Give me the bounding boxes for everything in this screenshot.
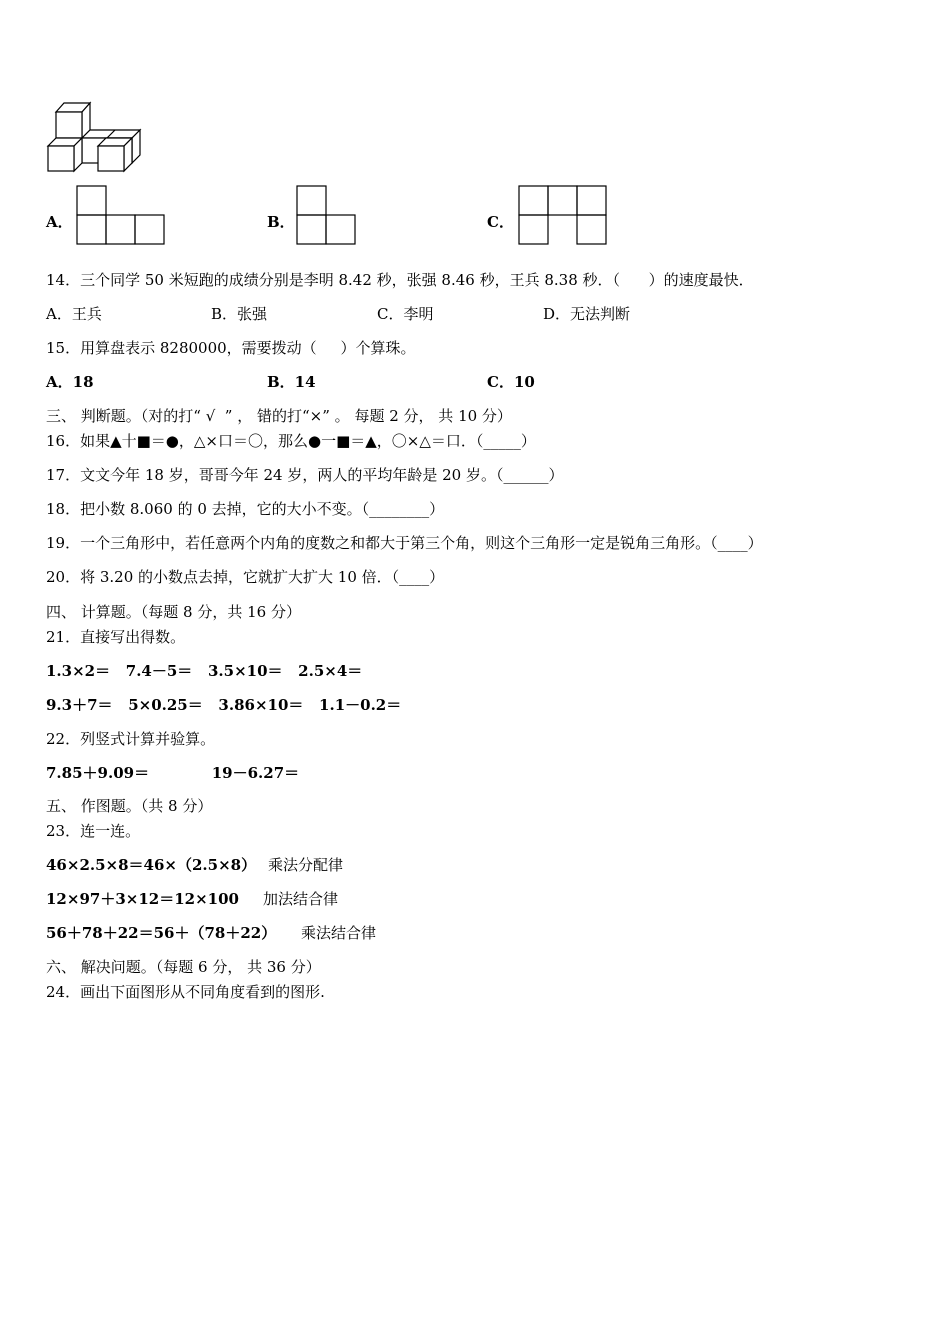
q14-option-c[interactable]: C．李明 xyxy=(377,305,434,323)
q22-line: 7.85＋9.09＝ 19－6.27＝ xyxy=(46,764,300,782)
q23-row2-left: 12×97＋3×12＝12×100 xyxy=(46,890,239,908)
q14-stem: 14．三个同学 50 米短跑的成绩分别是李明 8.42 秒，张强 8.46 秒，王兵 8.38 秒．（ ）的速度最快． xyxy=(46,271,754,289)
q13-option-b-figure xyxy=(296,185,358,247)
q23-row3-right: 乘法结合律 xyxy=(301,924,377,942)
section5-title: 五、 作图题。（共 8 分） xyxy=(46,797,213,815)
q13-option-a-figure xyxy=(76,185,166,247)
section6-title: 六、 解决问题。（每题 6 分， 共 36 分） xyxy=(46,958,321,976)
q16: 16．如果▲十■＝●，△×口＝〇，那么●一■＝▲，〇×△＝口．（_____） xyxy=(46,432,536,450)
q15-option-a[interactable]: A．18 xyxy=(46,373,94,391)
q20: 20．将 3.20 的小数点去掉，它就扩大扩大 10 倍．（____） xyxy=(46,568,445,586)
q17: 17．文文今年 18 岁，哥哥今年 24 岁，两人的平均年龄是 20 岁。（______） xyxy=(46,466,564,484)
q15-stem: 15．用算盘表示 8280000，需要拨动（ ）个算珠。 xyxy=(46,339,416,357)
q18: 18．把小数 8.060 的 0 去掉，它的大小不变。（________） xyxy=(46,500,445,518)
section4-title: 四、 计算题。（每题 8 分，共 16 分） xyxy=(46,603,301,621)
q23-row3-left: 56＋78＋22＝56＋（78＋22） xyxy=(46,924,277,942)
q13-option-a-label[interactable]: A． xyxy=(46,213,73,231)
q23-row1-left: 46×2.5×8＝46×（2.5×8） xyxy=(46,856,257,874)
q19: 19．一个三角形中，若任意两个内角的度数之和都大于第三个角，则这个三角形一定是锐角三角形。（____） xyxy=(46,534,763,552)
q14-option-d[interactable]: D．无法判断 xyxy=(543,305,631,323)
q21-line1: 1.3×2＝ 7.4－5＝ 3.5×10＝ 2.5×4＝ xyxy=(46,662,363,680)
q14-option-b[interactable]: B．张强 xyxy=(211,305,268,323)
q13-option-c-figure xyxy=(518,185,608,247)
q13-option-c-label[interactable]: C． xyxy=(487,213,514,231)
q15-option-b[interactable]: B．14 xyxy=(267,373,316,391)
q14-option-a[interactable]: A．王兵 xyxy=(46,305,102,323)
cube-stack-figure xyxy=(44,100,144,175)
q13-option-b-label[interactable]: B． xyxy=(267,213,295,231)
q15-option-c[interactable]: C．10 xyxy=(487,373,535,391)
section3-title: 三、 判断题。（对的打“ √ ” ， 错的打“×” 。 每题 2 分， 共 10 分） xyxy=(46,407,512,425)
q24-stem: 24．画出下面图形从不同角度看到的图形. xyxy=(46,983,325,1001)
q22-stem: 22．列竖式计算并验算。 xyxy=(46,730,216,748)
q23-stem: 23．连一连。 xyxy=(46,822,141,840)
q21-line2: 9.3＋7＝ 5×0.25＝ 3.86×10＝ 1.1－0.2＝ xyxy=(46,696,402,714)
q21-stem: 21．直接写出得数。 xyxy=(46,628,186,646)
q23-row1-right: 乘法分配律 xyxy=(268,856,344,874)
q23-row2-right: 加法结合律 xyxy=(263,890,339,908)
